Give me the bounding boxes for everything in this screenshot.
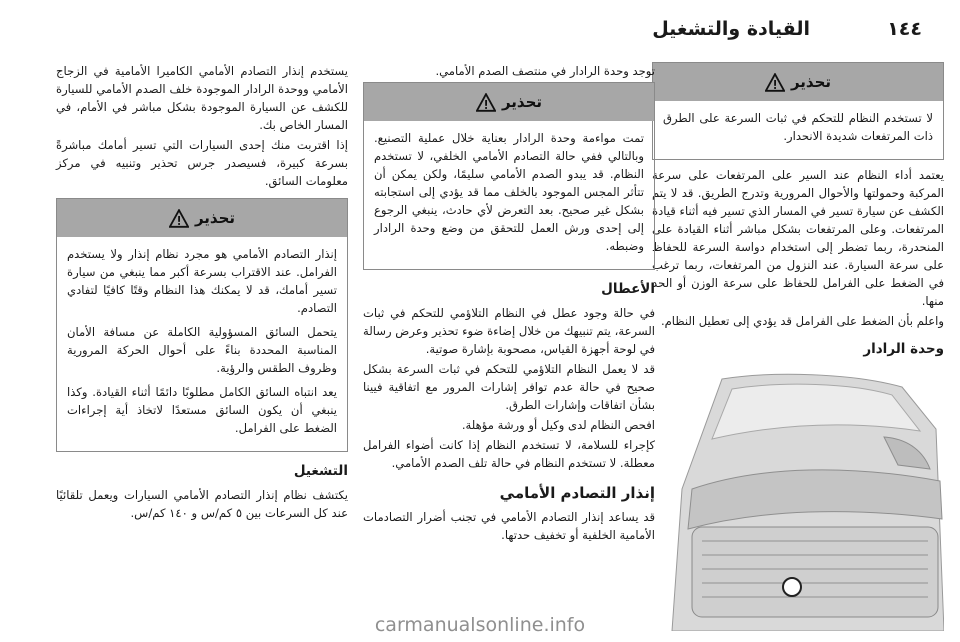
paragraph: توجد وحدة الرادار في منتصف الصدم الأمامي. — [435, 64, 655, 78]
column-left — [56, 62, 348, 524]
watermark: carmanualsonline.info — [374, 614, 586, 636]
warning-text: لا تستخدم النظام للتحكم في ثبات السرعة على الطرق ذات المرتفعات شديدة الانحدار. — [663, 111, 933, 143]
warning-label: تحذير — [501, 93, 543, 111]
section-heading: الأعطال — [601, 281, 655, 297]
paragraph: إذا اقتربت منك إحدى السيارات التي تسير أمامك مباشرةً بسرعة كبيرة، فسيصدر جرس تحذير وتنبيه في مركز معلومات السائق. — [56, 138, 348, 188]
warning-header — [57, 199, 347, 237]
warning-text: يتحمل السائق المسؤولية الكاملة عن مسافة الأمان المناسبة المحددة بناءً على أحوال الحركة المرورية وظروف الطقس والرؤية. — [67, 325, 337, 375]
page-title: القيادة والتشغيل — [652, 18, 810, 40]
warning-text: تمت مواءمة وحدة الرادار بعناية خلال عملية التصنيع. وبالتالي ففي حالة التصادم الأمامي الخلفي، لا تستخدم النظام. قد يبدو الصدم الأمامي سليمًا، ولكن يمكن أن تتأثر المجس الموجود بالخلف مما قد يؤدي إلى استجابته بشكل غير صحيح. بعد التعرض لأي حادث، ينبغي الرجوع إلى إحدى ورش العمل للتحقق من وضع وحدة الرادار وضبطه. — [374, 131, 644, 253]
section-heading: إنذار التصادم الأمامي — [499, 484, 655, 502]
warning-box — [363, 82, 655, 270]
paragraph: افحص النظام لدى وكيل أو ورشة مؤهلة. — [461, 418, 655, 432]
paragraph: يكتشف نظام إنذار التصادم الأمامي السيارات ويعمل تلقائيًا عند كل السرعات بين ٥ كم/س و ١٤٠ كم/س. — [56, 488, 348, 520]
warning-triangle-icon — [476, 93, 496, 112]
paragraph: يستخدم إنذار التصادم الأمامي الكاميرا الأمامية في الزجاج الأمامي ووحدة الرادار الموجودة خلف الصدم الأمامي للسيارة للكشف عن السيارة الموجودة بشكل مباشر في الأمام، في المسار الخاص بك. — [56, 64, 348, 132]
paragraph: واعلم بأن الضغط على الفرامل قد يؤدي إلى تعطيل النظام. — [660, 314, 944, 328]
warning-box — [56, 198, 348, 452]
paragraph: يعتمد أداء النظام عند السير على المرتفعات على سرعة المركبة وحمولتها والأحوال المرورية وتدرج الطريق. قد لا يتم الكشف عن سيارة تسير في المسار الذي تسير فيه أثناء قيادة المرتفعات. وعلى المرتفعات بشكل مباشر أثناء القيادة على المنحدرة، ربما تضطر إلى استخدام دواسة السرعة للحفاظ على سرعة السيارة. عند النزول من المرتفعات، ربما ترغب في الضغط على الفرامل للحفاظ على سرعة الوزن أو الحد منها. — [652, 168, 944, 308]
section-heading: التشغيل — [293, 463, 348, 479]
warning-header — [653, 63, 943, 101]
vehicle-front-illustration — [652, 369, 944, 631]
paragraph: قد لا يعمل النظام التلاؤمي للتحكم في ثبات السرعة بشكل صحيح في حالة عدم توافر إشارات المرور مع اتفاقية فيينا بشأن اتفاقات وإشارات الطرق. — [363, 362, 655, 412]
warning-triangle-icon — [169, 209, 189, 228]
warning-triangle-icon — [765, 73, 785, 92]
warning-label: تحذير — [790, 73, 832, 91]
page-number: ١٤٤ — [887, 18, 922, 40]
column-middle — [363, 62, 655, 546]
warning-box — [652, 62, 944, 160]
column-right — [652, 62, 944, 364]
warning-text: يعد انتباه السائق الكامل مطلوبًا دائمًا أثناء القيادة. وكذا ينبغي أن يكون السائق مستعدًا لاتخاذ أية إجراءات الضغط على الفرامل. — [67, 385, 337, 435]
section-heading: وحدة الرادار — [863, 341, 944, 357]
warning-text: إنذار التصادم الأمامي هو مجرد نظام إنذار ولا يستخدم الفرامل. عند الاقتراب بسرعة أكبر مما ينبغي من سيارة تسير أمامك، قد لا يمكنك هذا النظام وقتًا كافيًا لتفادي التصادم. — [67, 247, 337, 315]
warning-header — [364, 83, 654, 121]
paragraph: قد يساعد إنذار التصادم الأمامي في تجنب أضرار التصادمات الأمامية الخلفية أو تخفيف حدتها. — [363, 510, 655, 542]
warning-label: تحذير — [194, 209, 236, 227]
paragraph: كإجراء للسلامة، لا تستخدم النظام إذا كانت أضواء الفرامل معطلة. لا تستخدم النظام في حالة تلف الصدم الأمامي. — [363, 438, 655, 470]
paragraph: في حالة وجود عطل في النظام التلاؤمي للتحكم في ثبات السرعة، يتم تنبيهك من خلال إضاءة ضوء تحذير وعرض رسالة في لوحة أجهزة القياس، مصحوبة بإشارة صوتية. — [363, 306, 655, 356]
page-header — [0, 18, 960, 48]
